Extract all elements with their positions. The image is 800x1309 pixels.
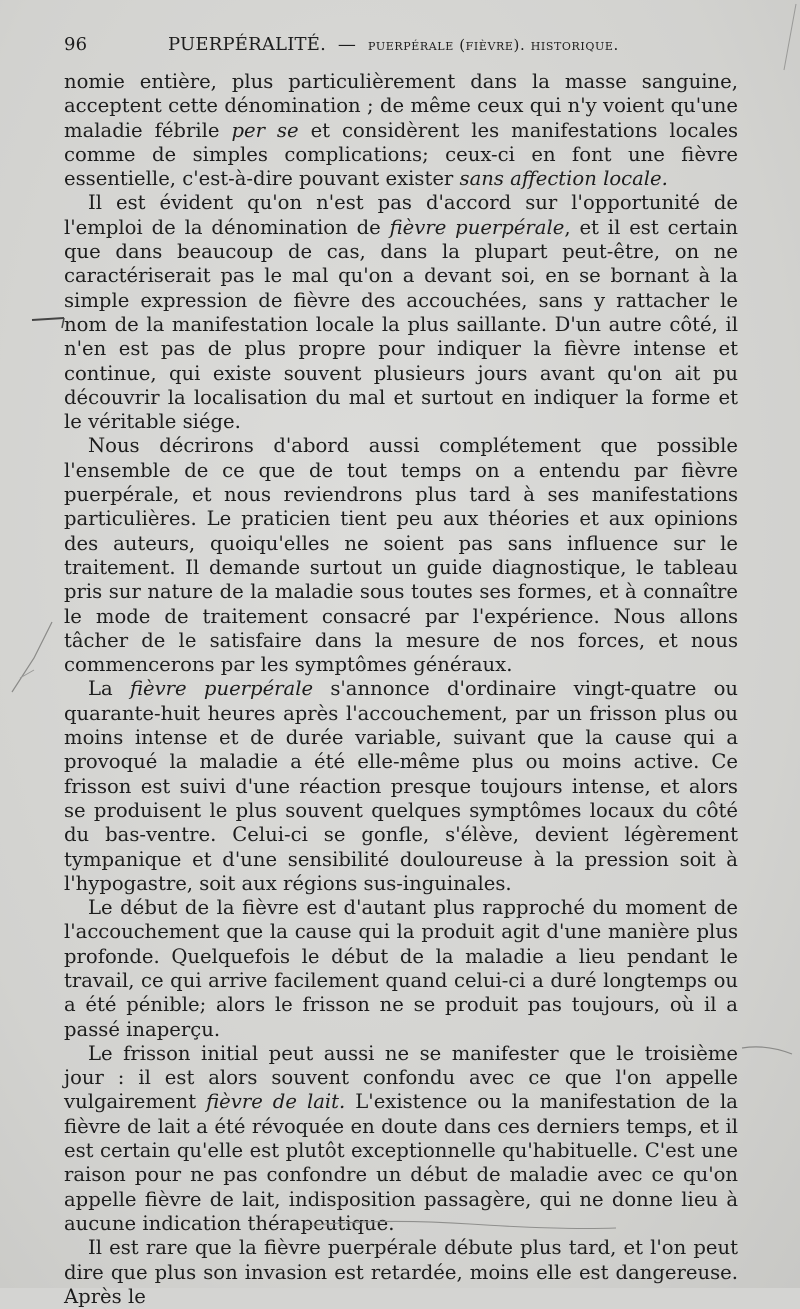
text-run: , et il est certain que dans beaucoup de cas, dans la plupart peut-être, on ne caractériserait pas le mal qu'on a devant soi, en se bornant à la simple expression de fièvre des accouchées, sans y rattacher le nom de la manifestation locale la plus saillante. D'un autre côté, il n'en est pas de plus propre pour indiquer la fièvre intense et continue, qui existe souvent plusieurs jours avant qu'on ait pu découvrir la localisation du mal et surtout en indiquer la forme et le véritable siége.	[64, 215, 738, 434]
running-head-title: PUERPÉRALITÉ.	[168, 34, 326, 55]
italic-text: fièvre de lait.	[206, 1090, 346, 1114]
running-header	[64, 34, 744, 64]
margin-pencil-mark	[740, 1040, 796, 1070]
text-run: Le début de la fièvre est d'autant plus rapproché du moment de l'accouchement que la cause qui la produit agit d'une manière plus profonde. Quelquefois le début de la maladie a lieu pendant le travail, ce qui arrive facilement quand celui-ci a duré longtemps ou a été pénible; alors le frisson ne se produit pas toujours, où il a passé inaperçu.	[64, 896, 738, 1041]
running-head	[168, 34, 619, 55]
text-run: s'annonce d'ordinaire vingt-quatre ou quarante-huit heures après l'accouchement, par un frisson plus ou moins intense et de durée variable, suivant que la cause qui a provoqué la maladie a été elle-même plus ou moins active. Ce frisson est suivi d'une réaction presque toujours intense, et alors se produisent le plus souvent quelques symptômes locaux du côté du bas-ventre. Celui-ci se gonfle, s'élève, devient légèrement tympanique et d'une sensibilité douloureuse à la pression soit à l'hypogastre, soit aux régions sus-inguinales.	[64, 677, 738, 895]
text-run: Le frisson initial peut aussi ne se manifester que le troisième jour : il est alors souvent confondu avec ce que l'on appelle vulgairement	[64, 1041, 738, 1114]
page-number: 96	[64, 34, 88, 55]
italic-text: per se	[231, 118, 299, 142]
italic-text: fièvre puerpérale	[129, 677, 314, 701]
italic-text: fièvre puerpérale	[389, 215, 565, 239]
text-run: La	[88, 677, 130, 701]
paragraph	[64, 434, 738, 677]
running-head-subtitle: puerpérale (fièvre). historique.	[368, 36, 619, 54]
paragraph	[64, 896, 738, 1042]
paragraph	[64, 677, 738, 896]
running-head-separator: —	[337, 34, 357, 55]
corner-pencil-mark	[770, 0, 800, 80]
paragraph	[64, 70, 738, 191]
text-run: L'existence ou la manifestation de la fièvre de lait a été révoquée en doute dans ces derniers temps, et il est certain qu'elle est plutôt exceptionnelle qu'habituelle. C'est une raison pour ne pas confondre un début de maladie avec ce qu'on appelle fièvre de lait, indisposition passagère, qui ne donne lieu à aucune indication thérapeutique.	[64, 1090, 738, 1235]
text-run: Nous décrirons d'abord aussi complétement que possible l'ensemble de ce que de tout temps on a entendu par fièvre puerpérale, et nous reviendrons plus tard à ses manifestations particulières. Le praticien tient peu aux théories et aux opinions des auteurs, quoiqu'elles ne soient pas sans influence sur le traitement. Il demande surtout un guide diagnostique, le tableau pris sur nature de la maladie sous toutes ses formes, et à connaître le mode de traitement consacré par l'expérience. Nous allons tâcher de le satisfaire dans la mesure de nos forces, et nous commencerons par les symptômes généraux.	[64, 434, 738, 677]
text-run: Il est rare que la fièvre puerpérale débute plus tard, et l'on peut dire que plus son invasion est retardée, moins elle est dangereuse. Après le	[64, 1236, 738, 1308]
text-run: et considèrent les manifestations locales comme de simples complications; ceux-ci en font une fièvre essentielle, c'est-à-dire pouvant exister	[64, 118, 738, 191]
paragraph	[64, 191, 738, 434]
italic-text: sans affection locale.	[459, 167, 668, 191]
paragraph	[64, 1042, 738, 1236]
paragraph	[64, 1236, 738, 1309]
text-run: nomie entière, plus particulièrement dans la masse sanguine, acceptent cette dénomination ; de même ceux qui n'y voient qu'une maladie fébrile	[64, 70, 738, 142]
margin-pencil-mark	[0, 600, 60, 710]
body-text	[64, 70, 738, 1309]
text-run: Il est évident qu'on n'est pas d'accord sur l'opportunité de l'emploi de la dénomination de	[64, 191, 738, 239]
